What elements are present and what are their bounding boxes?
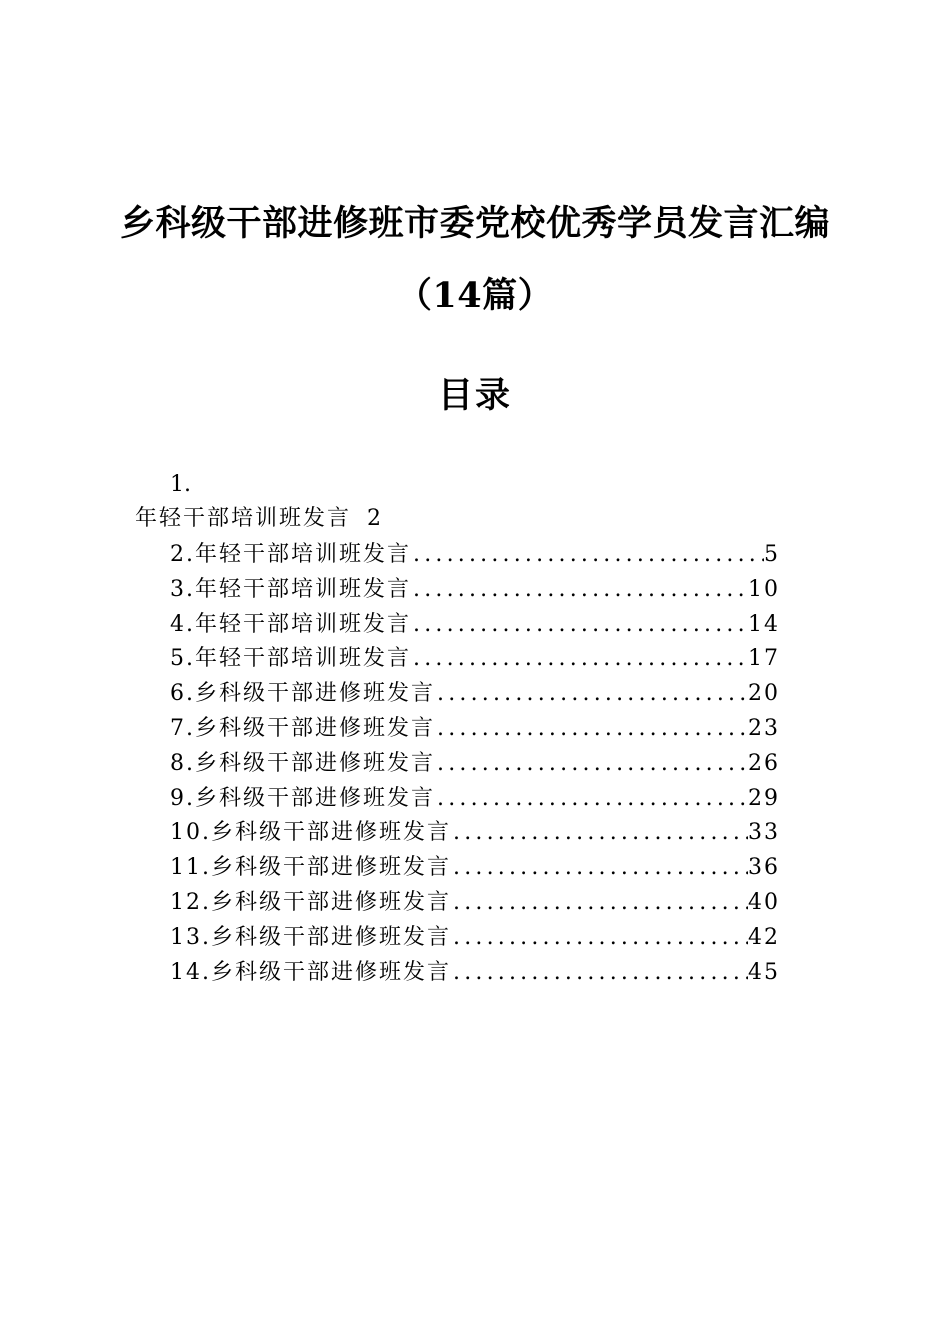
toc-entry-1-title: 年轻干部培训班发言 — [135, 506, 352, 531]
toc-entry-label: 4.年轻干部培训班发言 — [170, 611, 411, 637]
toc-entry-page: 36 — [748, 855, 780, 881]
toc-entry[interactable] — [170, 575, 780, 610]
toc-entry-label: 13.乡科级干部进修班发言 — [170, 924, 451, 950]
toc-leader-dots — [435, 749, 748, 779]
toc-entry-label: 9.乡科级干部进修班发言 — [170, 785, 435, 811]
toc-entry-label: 7.乡科级干部进修班发言 — [170, 715, 435, 741]
toc-entry-page: 29 — [748, 785, 780, 811]
toc-entry[interactable] — [170, 784, 780, 819]
toc-entry-label: 12.乡科级干部进修班发言 — [170, 889, 451, 915]
toc-leader-dots — [411, 575, 748, 605]
toc-entry-label: 3.年轻干部培训班发言 — [170, 576, 411, 602]
toc-entry-label: 5.年轻干部培训班发言 — [170, 646, 411, 672]
toc-entry[interactable] — [170, 714, 780, 749]
document-title: 乡科级干部进修班市委党校优秀学员发言汇编 — [119, 203, 830, 244]
toc-entry-page: 14 — [748, 611, 780, 637]
toc-entry[interactable] — [170, 888, 780, 923]
toc-entry-page: 45 — [748, 959, 780, 985]
toc-entry-page: 40 — [748, 889, 780, 915]
toc-entry-label: 6.乡科级干部进修班发言 — [170, 681, 435, 707]
toc-entry-label: 2.年轻干部培训班发言 — [170, 542, 411, 567]
document-subtitle-count: （14篇） — [396, 275, 554, 316]
toc-entry[interactable] — [170, 853, 780, 888]
toc-list — [170, 540, 780, 992]
toc-leader-dots — [411, 610, 748, 640]
toc-leader-dots — [411, 644, 748, 674]
toc-entry[interactable] — [170, 610, 780, 645]
toc-entry-label: 10.乡科级干部进修班发言 — [170, 820, 451, 846]
toc-entry[interactable] — [170, 644, 780, 679]
toc-leader-dots — [451, 923, 748, 953]
toc-entry[interactable] — [170, 923, 780, 958]
toc-entry-page: 20 — [748, 681, 780, 707]
toc-leader-dots — [451, 818, 748, 848]
toc-entry-page: 33 — [748, 820, 780, 846]
toc-entry-1-page: 2 — [367, 506, 382, 531]
toc-entry-label: 11.乡科级干部进修班发言 — [170, 855, 451, 881]
toc-entry-1[interactable] — [135, 504, 381, 534]
toc-entry[interactable] — [170, 749, 780, 784]
toc-leader-dots — [435, 784, 748, 814]
toc-entry-1-number[interactable]: 1. — [170, 472, 191, 497]
toc-entry-label: 14.乡科级干部进修班发言 — [170, 959, 451, 985]
toc-entry-label: 8.乡科级干部进修班发言 — [170, 750, 435, 776]
toc-entry[interactable] — [170, 818, 780, 853]
toc-leader-dots — [451, 888, 748, 918]
toc-entry[interactable] — [170, 958, 780, 993]
toc-entry[interactable] — [170, 540, 780, 575]
toc-entry-page: 17 — [748, 646, 780, 672]
toc-entry-page: 23 — [748, 715, 780, 741]
toc-heading: 目录 — [437, 375, 512, 416]
toc-entry-page: 26 — [748, 750, 780, 776]
toc-entry-page: 5 — [764, 542, 780, 567]
toc-entry-page: 42 — [748, 924, 780, 950]
toc-leader-dots — [411, 540, 764, 570]
toc-entry[interactable] — [170, 679, 780, 714]
toc-leader-dots — [451, 853, 748, 883]
toc-leader-dots — [435, 714, 748, 744]
toc-entry-page: 10 — [748, 576, 780, 602]
toc-leader-dots — [435, 679, 748, 709]
toc-leader-dots — [451, 958, 748, 988]
